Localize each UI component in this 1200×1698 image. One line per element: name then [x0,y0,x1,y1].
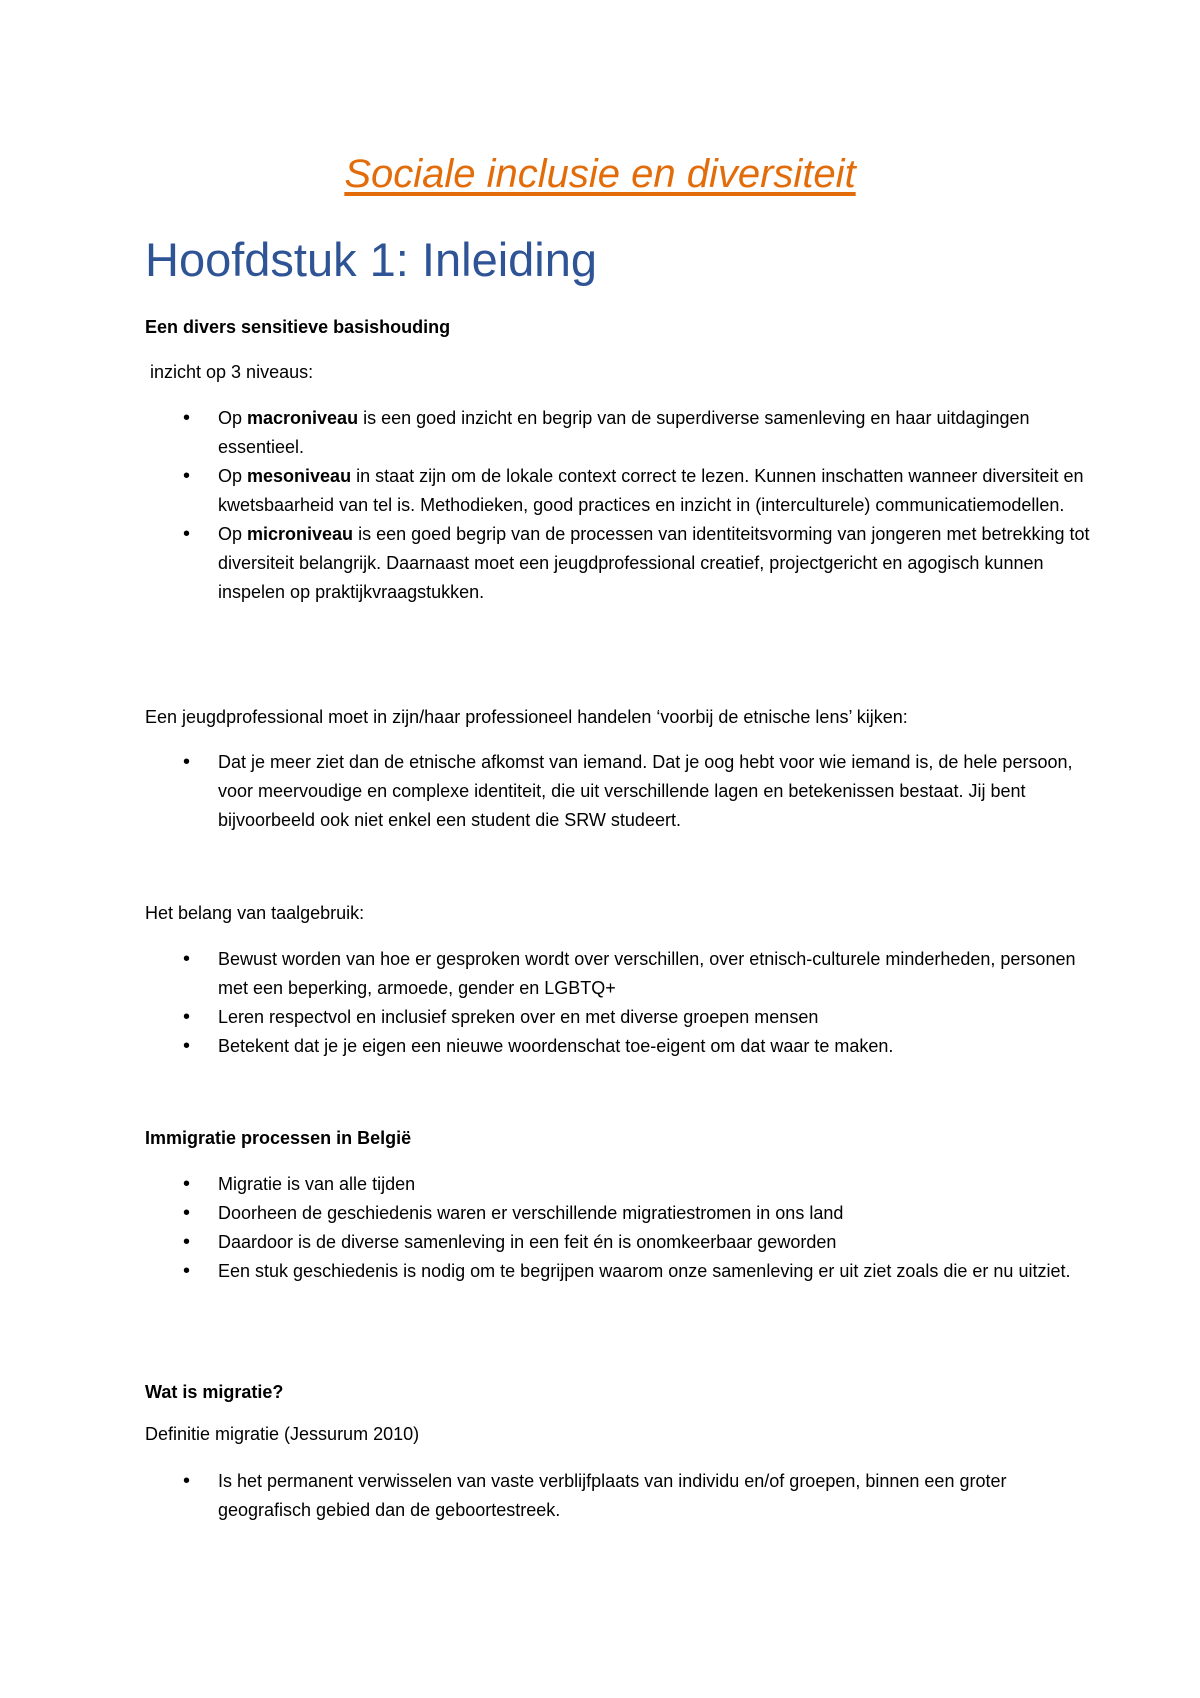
bold-term: mesoniveau [247,466,352,486]
intro-taalgebruik: Het belang van taalgebruik: [145,903,365,923]
definitie-migratie: Definitie migratie (Jessurum 2010) [145,1424,420,1444]
list-item: • Betekent dat je je eigen een nieuwe woordenschat toe-eigent om dat waar te maken. [218,1032,1098,1061]
list-item: • Dat je meer ziet dan de etnische afkomst van iemand. Dat je oog hebt voor wie iemand is, de hele persoon, voor meervoudige en complexe identiteit, die uit verschillende lagen en betekenissen bestaat. Jij bent bijvoorbeeld ook niet enkel een student die SRW studeert. [218,748,1098,835]
list-item: • Leren respectvol en inclusief spreken over en met diverse groepen mensen [218,1003,1098,1032]
bold-term: microniveau [247,524,354,544]
list-item: • Doorheen de geschiedenis waren er verschillende migratiestromen in ons land [218,1199,1098,1228]
list-item: • Een stuk geschiedenis is nodig om te begrijpen waarom onze samenleving er uit ziet zoals die er nu uitziet. [218,1257,1098,1286]
list-item: • Op macroniveau is een goed inzicht en begrip van de superdiverse samenleving en haar uitdagingen essentieel. [218,404,1098,462]
intro-niveaus: inzicht op 3 niveaus: [150,362,314,382]
etnische-lens-list [218,748,1098,835]
document-title: Sociale inclusie en diversiteit [344,152,856,196]
list-item: • Bewust worden van hoe er gesproken wordt over verschillen, over etnisch-culturele minderheden, personen met een beperking, armoede, gender en LGBTQ+ [218,945,1098,1003]
section-heading-immigratie: Immigratie processen in België [145,1128,412,1148]
section-heading-migratie: Wat is migratie? [145,1382,284,1402]
immigratie-list [218,1170,1098,1286]
list-item: • Daardoor is de diverse samenleving in een feit én is onomkeerbaar geworden [218,1228,1098,1257]
taalgebruik-list [218,945,1098,1061]
list-item: • Op mesoniveau in staat zijn om de lokale context correct te lezen. Kunnen inschatten wanneer diversiteit en kwetsbaarheid van tel is. Methodieken, good practices en inzicht in (interculturele) communicatiemodellen. [218,462,1098,520]
section-heading-basishouding: Een divers sensitieve basishouding [145,317,451,337]
niveaus-list [218,404,1098,607]
list-item: • Migratie is van alle tijden [218,1170,1098,1199]
chapter-heading: Hoofdstuk 1: Inleiding [145,233,598,286]
intro-etnische-lens: Een jeugdprofessional moet in zijn/haar professioneel handelen ‘voorbij de etnische lens’ kijken: [145,707,908,727]
list-item: • Op microniveau is een goed begrip van de processen van identiteitsvorming van jongeren met betrekking tot diversiteit belangrijk. Daarnaast moet een jeugdprofessional creatief, projectgericht en agogisch kunnen inspelen op praktijkvraagstukken. [218,520,1098,607]
list-item: • Is het permanent verwisselen van vaste verblijfplaats van individu en/of groepen, binnen een groter geografisch gebied dan de geboortestreek. [218,1467,1098,1525]
bold-term: macroniveau [247,408,359,428]
migratie-list [218,1467,1098,1525]
